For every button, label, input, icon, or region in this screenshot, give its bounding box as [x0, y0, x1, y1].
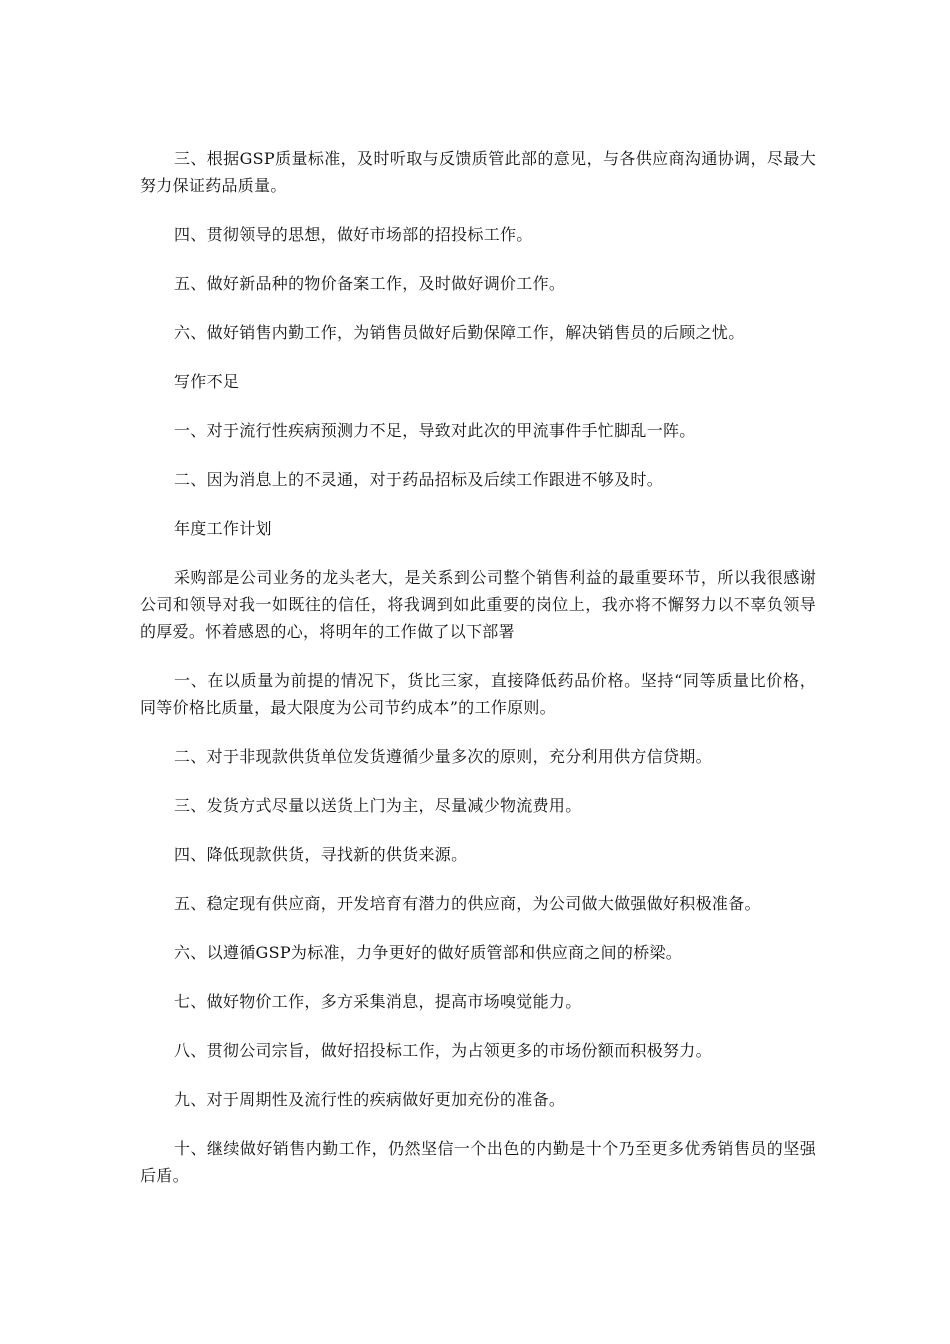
paragraph-11: 二、对于非现款供货单位发货遵循少量多次的原则，充分利用供方信贷期。 [174, 747, 712, 766]
paragraph-15: 六、以遵循GSP为标准，力争更好的做好质管部和供应商之间的桥梁。 [174, 943, 683, 962]
paragraph-3: 五、做好新品种的物价备案工作，及时做好调价工作。 [174, 274, 566, 293]
paragraph-9: 采购部是公司业务的龙头老大，是关系到公司整个销售利益的最重要环节，所以我很感谢公司和领导对我一如既往的信任，将我调到如此重要的岗位上，我亦将不懈努力以不辜负领导的厚爱。怀着感恩的心，将明年的工作做了以下部署 [140, 568, 816, 641]
paragraph-16: 七、做好物价工作，多方采集消息，提高市场嗅觉能力。 [174, 992, 582, 1011]
section-heading-shortcomings: 写作不足 [174, 372, 240, 391]
paragraph-12: 三、发货方式尽量以送货上门为主，尽量减少物流费用。 [174, 796, 582, 815]
paragraph-2: 四、贯彻领导的思想，做好市场部的招投标工作。 [174, 225, 533, 244]
paragraph-4: 六、做好销售内勤工作，为销售员做好后勤保障工作，解决销售员的后顾之忧。 [174, 323, 745, 342]
paragraph-6: 一、对于流行性疾病预测力不足，导致对此次的甲流事件手忙脚乱一阵。 [174, 421, 696, 440]
paragraph-14: 五、稳定现有供应商，开发培育有潜力的供应商，为公司做大做强做好积极准备。 [174, 894, 761, 913]
paragraph-18: 九、对于周期性及流行性的疾病做好更加充份的准备。 [174, 1090, 566, 1109]
paragraph-1: 三、根据GSP质量标准，及时听取与反馈质管此部的意见，与各供应商沟通协调，尽最大努力保证药品质量。 [140, 149, 816, 195]
paragraph-13: 四、降低现款供货，寻找新的供货来源。 [174, 845, 468, 864]
paragraph-10: 一、在以质量为前提的情况下，货比三家，直接降低药品价格。坚持“同等质量比价格，同等价格比质量，最大限度为公司节约成本”的工作原则。 [140, 671, 816, 717]
paragraph-17: 八、贯彻公司宗旨，做好招投标工作，为占领更多的市场份额而积极努力。 [174, 1041, 712, 1060]
document-body [140, 145, 816, 1211]
section-heading-annual-plan: 年度工作计划 [174, 519, 272, 538]
paragraph-7: 二、因为消息上的不灵通，对于药品招标及后续工作跟进不够及时。 [174, 470, 664, 489]
paragraph-19: 十、继续做好销售内勤工作，仍然坚信一个出色的内勤是十个乃至更多优秀销售员的坚强后盾。 [140, 1139, 816, 1185]
